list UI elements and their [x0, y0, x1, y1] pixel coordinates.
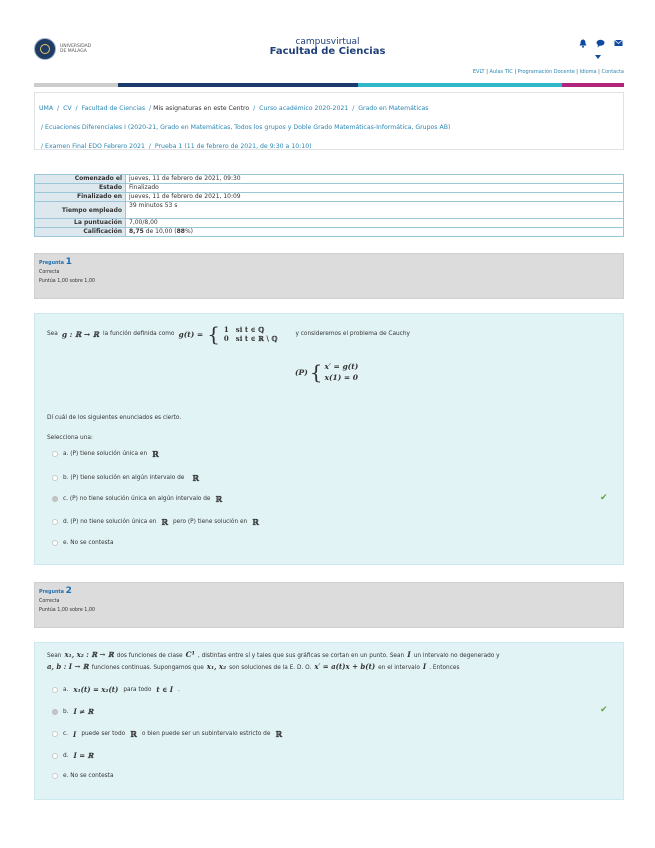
piecewise-cases: 1 si t ∈ ℚ 0 si t ∈ ℝ \ ℚ: [223, 325, 278, 343]
top-nav: EVLT | Aulas TIC | Programación Docente | Idioma | Contacta: [472, 69, 624, 75]
nav-aulas-tic[interactable]: Aulas TIC: [489, 69, 513, 75]
q1-option-e[interactable]: e. No se contesta: [52, 540, 114, 546]
q2-option-b[interactable]: b. I ≠ ℝ: [52, 707, 93, 716]
grade-value: 8,75 de 10,00 (88%): [126, 228, 624, 237]
question-mark: Puntúa 1,00 sobre 1,00: [39, 608, 95, 613]
radio-c[interactable]: [52, 731, 58, 737]
site-title: campusvirtual: [295, 37, 360, 47]
breadcrumb-cv[interactable]: CV: [63, 105, 72, 112]
table-row: Finalizado en jueves, 11 de febrero de 2021, 10:09: [35, 193, 624, 202]
q1-definition: Sea g : ℝ → ℝ la función definida como g(t) = { 1 si t ∈ ℚ 0 si t ∈ ℝ \ ℚ y consideremos el problema de Cauchy: [47, 322, 410, 346]
nav-evlt[interactable]: EVLT: [472, 69, 485, 75]
q2-statement-line1: Sean x₁, x₂ : ℝ → ℝ dos funciones de clase C¹ , distintas entre sí y tales que sus gráficas se cortan en un punto. Sean I un intervalo no degenerado y: [47, 650, 500, 659]
breadcrumb-examen[interactable]: Examen Final EDO Febrero 2021: [45, 143, 145, 150]
breadcrumb-mis-asignaturas[interactable]: Mis asignaturas en este Centro: [153, 105, 250, 112]
color-bar: [34, 83, 624, 87]
radio-d[interactable]: [52, 753, 58, 759]
radio-e[interactable]: [52, 540, 58, 546]
radio-c-selected[interactable]: [52, 496, 58, 502]
correct-check-icon: ✔: [600, 493, 608, 503]
cauchy-problem: (P) { x′ = g(t) x(1) = 0: [295, 360, 359, 384]
q2-statement-line2: a, b : I → ℝ funciones continuas. Supongamos que x₁, x₂ son soluciones de la E. D. O. x′ = a(t)x + b(t) en el intervalo I . Entonces: [47, 662, 460, 671]
question-mark: Puntúa 1,00 sobre 1,00: [39, 279, 95, 284]
table-row: Calificación 8,75 de 10,00 (88%): [35, 228, 624, 237]
q2-option-e[interactable]: e. No se contesta: [52, 773, 114, 779]
q1-option-c[interactable]: c. (P) no tiene solución única en algún intervalo de ℝ: [52, 494, 222, 504]
q1-option-a[interactable]: a. (P) tiene solución única en ℝ: [52, 449, 159, 459]
header-icons: [579, 39, 623, 48]
q2-option-a[interactable]: a. x₁(t) = x₂(t) para todo t ∈ I .: [52, 685, 180, 694]
breadcrumb-uma[interactable]: UMA: [39, 105, 54, 112]
logo-line1: UNIVERSIDAD: [60, 44, 92, 49]
nav-idioma[interactable]: Idioma: [579, 69, 597, 75]
logo-line2: DE MÁLAGA: [60, 49, 87, 54]
question-1-content: [34, 313, 624, 565]
question-1-info: [34, 253, 624, 299]
bell-icon[interactable]: [579, 39, 587, 48]
q1-prompt: Selecciona una:: [47, 435, 93, 441]
breadcrumb: UMA / CV / Facultad de Ciencias / Mis asignaturas en este Centro / Curso académico 2020-2021 / Grado en Matemáticas / Ecuaciones Diferenciales I (2020-21, Grado en Matemáticas, Todos los grupos y Doble Grado Matemáticas-Informática, Grupos AB) / Examen Final EDO Febrero 2021 / Prueba 1 (11 de febrero de 2021, de 9:30 a 10:10): [34, 92, 624, 150]
correct-check-icon: ✔: [600, 705, 608, 715]
question-state: Correcta: [39, 270, 60, 275]
radio-a[interactable]: [52, 451, 58, 457]
attempt-summary-table: [34, 174, 624, 237]
table-row: La puntuación 7,00/8,00: [35, 219, 624, 228]
left-brace: {: [207, 322, 220, 346]
radio-a[interactable]: [52, 687, 58, 693]
breadcrumb-asignatura[interactable]: Ecuaciones Diferenciales I (2020-21, Grado en Matemáticas, Todos los grupos y Doble Grado Matemáticas-Informática, Grupos AB): [45, 124, 451, 131]
question-number: Pregunta 2: [39, 586, 72, 596]
q2-option-d[interactable]: d. I = ℝ: [52, 751, 93, 760]
q1-option-d[interactable]: d. (P) no tiene solución única en ℝ pero (P) tiene solución en ℝ: [52, 517, 259, 527]
site-subtitle: Facultad de Ciencias: [269, 46, 386, 57]
question-number: Pregunta 1: [39, 257, 72, 267]
chat-bubble-icon[interactable]: [596, 39, 605, 48]
breadcrumb-curso[interactable]: Curso académico 2020-2021: [259, 105, 349, 112]
breadcrumb-facultad[interactable]: Facultad de Ciencias: [81, 105, 146, 112]
site-brand[interactable]: [0, 38, 655, 57]
radio-e[interactable]: [52, 773, 58, 779]
breadcrumb-prueba[interactable]: Prueba 1 (11 de febrero de 2021, de 9:30 a 10:10): [154, 143, 312, 150]
envelope-icon[interactable]: [614, 39, 623, 47]
table-row: Tiempo empleado 39 minutos 53 s: [35, 202, 624, 219]
nav-contacta[interactable]: Contacta: [601, 69, 624, 75]
nav-programacion-docente[interactable]: Programación Docente: [517, 69, 575, 75]
question-state: Correcta: [39, 599, 60, 604]
table-row: Estado Finalizado: [35, 184, 624, 193]
user-menu-chevron-icon[interactable]: [595, 55, 601, 59]
radio-d[interactable]: [52, 519, 58, 525]
table-row: Comenzado el jueves, 11 de febrero de 2021, 09:30: [35, 175, 624, 184]
q1-option-b[interactable]: b. (P) tiene solución en algún intervalo de ℝ: [52, 473, 199, 483]
radio-b[interactable]: [52, 475, 58, 481]
radio-b-selected[interactable]: [52, 709, 58, 715]
q2-option-c[interactable]: c. I puede ser todo ℝ o bien puede ser un subintervalo estricto de ℝ: [52, 729, 282, 739]
breadcrumb-grado[interactable]: Grado en Matemáticas: [358, 105, 429, 112]
question-2-content: [34, 642, 624, 800]
question-2-info: [34, 582, 624, 628]
q1-question: Dí cuál de los siguientes enunciados es cierto.: [47, 415, 182, 421]
